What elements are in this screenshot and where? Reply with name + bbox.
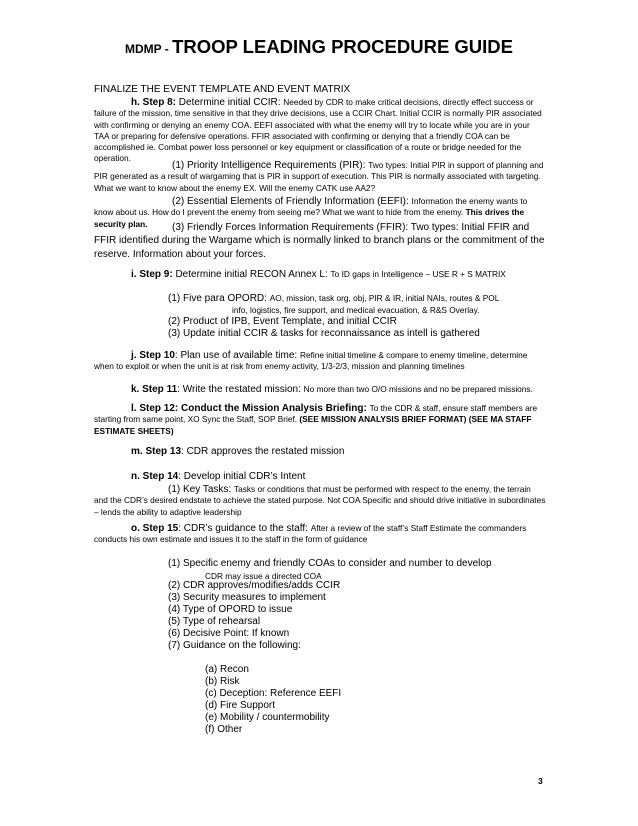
step-15-head: o. Step 15 <box>131 523 179 534</box>
key-tasks-text: Tasks or conditions that must be performed with respect to the enemy, the terrain and the CDR’s desired endstate to achieve the stated purpose. Not COA Specific and should drive initiative in subordinates – lends the ability to adaptive leadership <box>94 484 546 517</box>
eefi-text: Information the enemy wants to know about us. How do I prevent the enemy from seeing me? What we want to hide from the enemy. <box>94 196 528 218</box>
guidance-item-1: (1) Specific enemy and friendly COAs to consider and number to develop <box>168 558 492 569</box>
guidance-item-5: (5) Type of rehearsal <box>168 616 261 627</box>
ffir-label: (3) Friendly Forces Information Requirements (FFIR): <box>172 222 411 233</box>
guidance-sub-item-d: (d) Fire Support <box>205 700 276 711</box>
step-13-head: m. Step 13 <box>131 446 182 457</box>
step-9-item-1-text: AO, mission, task org, obj, PIR & IR, initial NAIs, routes & POL <box>269 293 500 303</box>
guidance-sub-item-e: (e) Mobility / countermobility <box>205 712 330 723</box>
step-9-item-1-continued: info, logistics, fire support, and medical evacuation, & R&S Overlay. <box>232 305 480 315</box>
step-9-head: i. Step 9: <box>131 269 176 280</box>
step-12-text: To the CDR & staff, ensure staff members are starting from same point, XO Sync the Staff, SOP Brief. <box>94 403 538 425</box>
step-14-title: : Develop initial CDR’s Intent <box>178 471 306 482</box>
step-11-text: No more than two O/O missions and no be prepared missions. <box>303 384 533 394</box>
step-14-line <box>131 471 305 483</box>
step-12-bold-text: (SEE MISSION ANALYSIS BRIEF FORMAT) (SEE MA STAFF ESTIMATE SHEETS) <box>94 414 532 436</box>
step-14-head: n. Step 14 <box>131 471 179 482</box>
guidance-sub-item-c: (c) Deception: Reference EEFI <box>205 688 342 699</box>
section-heading: FINALIZE THE EVENT TEMPLATE AND EVENT MATRIX <box>94 84 351 95</box>
eefi-bold-text: This drives the security plan. <box>94 207 525 229</box>
ffir-paragraph <box>94 221 546 261</box>
step-13-title: : CDR approves the restated mission <box>181 446 345 457</box>
step-10-head: j. Step 10 <box>131 350 175 361</box>
ffir-text: Two types: Initial FFIR and FFIR identified during the Wargame which is normally linked to branch plans or the commitment of the reserve. Information about your forces. <box>94 222 545 260</box>
step-10-title: : Plan use of available time: <box>174 350 300 361</box>
step-8-text: Needed by CDR to make critical decisions, directly effect success or failure of the mission, time sensitive in that they drive decisions, use a CCIR Chart. Initial CCIR is normally PIR associated with confirming or denying an enemy COA. EEFI associated with what the enemy will try to locate while you are in your TAA or preparing for defensive operations. FFIR associated with confirming or denying that a friendly COA can be accomplished ie. Combat power loss personnel or key equipment or classification of a route or bridge needed for the operation. <box>94 97 542 164</box>
pir-paragraph <box>94 160 546 194</box>
guidance-item-3: (3) Security measures to implement <box>168 592 326 603</box>
step-8-head: h. Step 8: <box>131 97 179 108</box>
guidance-item-2: (2) CDR approves/modifies/adds CCIR <box>168 580 341 591</box>
key-tasks-paragraph <box>94 484 546 518</box>
step-13-line <box>131 446 344 458</box>
pir-text: Two types: Initial PIR in support of planning and PIR generated as a result of wargaming that is PIR in support of execution. This PIR is normally associated with targeting. What we want to know about the enemy EX. Will the enemy CATK use AA2? <box>94 160 544 193</box>
guidance-sub-item-a: (a) Recon <box>205 664 249 675</box>
guidance-item-1-note: CDR may issue a directed COA <box>205 571 322 581</box>
step-9-line <box>131 268 506 281</box>
step-15-text: After a review of the staff’s Staff Estimate the commanders conducts his own estimate and issues it to the staff in the form of guidance <box>94 523 527 545</box>
step-12-paragraph <box>94 403 546 437</box>
step-10-text: Refine initial timeline & compare to enemy timeline, determine when to exploit or when the unit is at risk from enemy activity, 1/3-2/3, mission and planning timelines <box>94 350 528 372</box>
key-tasks-label: (1) Key Tasks: <box>168 484 234 495</box>
step-11-head: k. Step 11 <box>131 384 178 395</box>
step-9-title: Determine initial RECON Annex L: <box>175 269 331 280</box>
step-12-head: l. Step 12: Conduct the Mission Analysis Briefing: <box>131 403 370 414</box>
step-11-paragraph <box>94 384 546 395</box>
step-15-paragraph <box>94 523 546 546</box>
pir-label: (1) Priority Intelligence Requirements (PIR): <box>172 160 369 171</box>
page-number: 3 <box>538 776 543 786</box>
step-9-item-1-label: (1) Five para OPORD: <box>168 293 270 304</box>
step-9-text: To ID gaps in Intelligence – USE R + S MATRIX <box>330 269 506 279</box>
guidance-item-7: (7) Guidance on the following: <box>168 640 301 651</box>
page-title <box>0 36 638 58</box>
guidance-item-4: (4) Type of OPORD to issue <box>168 604 293 615</box>
step-9-item-2: (2) Product of IPB, Event Template, and initial CCIR <box>168 316 397 327</box>
title-main: TROOP LEADING PROCEDURE GUIDE <box>172 36 514 57</box>
eefi-label: (2) Essential Elements of Friendly Information (EEFI): <box>172 196 412 207</box>
guidance-sub-item-f: (f) Other <box>205 724 243 735</box>
step-11-title: : Write the restated mission: <box>177 384 304 395</box>
step-15-title: : CDR’s guidance to the staff: <box>178 523 311 534</box>
guidance-item-6: (6) Decisive Point: If known <box>168 628 290 639</box>
step-8-paragraph <box>94 97 546 165</box>
guidance-sub-item-b: (b) Risk <box>205 676 240 687</box>
step-8-title: Determine initial CCIR: <box>178 97 284 108</box>
step-9-item-3: (3) Update initial CCIR & tasks for reconnaissance as intell is gathered <box>168 328 480 339</box>
title-prefix: MDMP - <box>124 42 173 56</box>
step-10-paragraph <box>94 350 546 373</box>
